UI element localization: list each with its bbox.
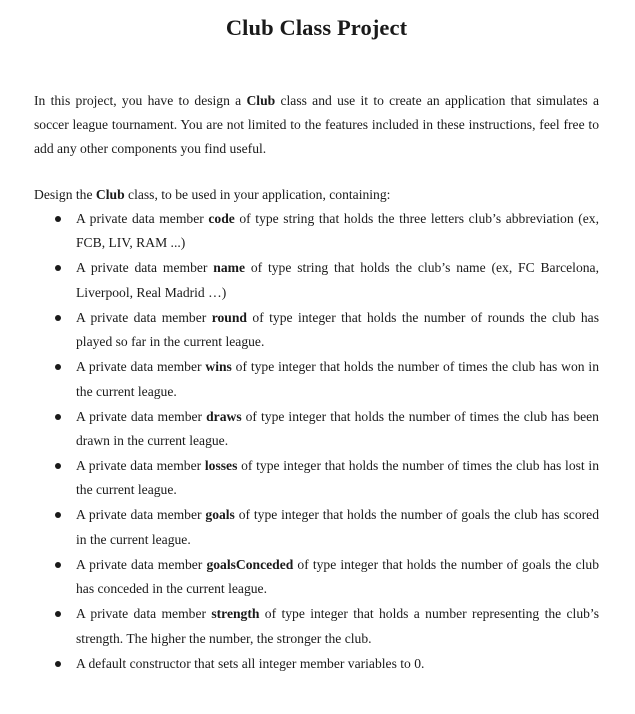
member-text-pre: A private data member [76, 507, 206, 523]
bullet-icon [55, 512, 61, 518]
bullet-icon [55, 315, 61, 321]
page-title: Club Class Project [225, 15, 408, 40]
member-name: goals [205, 507, 235, 523]
member-text-pre: A private data member [76, 606, 212, 622]
bullet-icon [55, 562, 61, 568]
list-item [34, 256, 599, 305]
member-text-pre: A private data member [76, 458, 205, 474]
member-text-pre: A private data member [76, 359, 206, 375]
member-text-pre: A private data member [76, 556, 207, 572]
design-text-end: class, to be used in your application, containing: [124, 187, 391, 202]
design-intro-paragraph [34, 183, 599, 207]
bullet-icon [55, 463, 61, 469]
member-text-post: of type integer that holds the number of rounds the club has played so far in the current league. [76, 309, 599, 350]
member-text-pre: A private data member [76, 211, 209, 226]
intro-text-end: class and use it to create an application that simulates a soccer league tournament. You are not limited to the features included in these instructions, feel free to add any other components you find useful. [34, 93, 599, 156]
member-list [34, 207, 599, 676]
list-item [34, 553, 599, 602]
member-text-post: of type integer that holds the number of goals the club has conceded in the current league. [76, 556, 599, 597]
bullet-icon [55, 364, 61, 370]
member-name: draws [206, 408, 242, 424]
member-text-post: of type integer that holds the number of times the club has been drawn in the current league. [76, 408, 599, 449]
member-name: name [213, 260, 245, 276]
member-name: goalsConceded [206, 556, 294, 572]
intro-text-start: In this project, you have to design a [34, 93, 247, 108]
member-name: round [211, 309, 247, 325]
list-item [34, 652, 599, 676]
list-item [34, 355, 599, 404]
list-item [34, 602, 599, 651]
bullet-icon [55, 265, 61, 271]
list-item [34, 207, 599, 256]
list-item [34, 405, 599, 454]
design-text-start: Design the [34, 187, 96, 202]
member-text-post: of type integer that holds a number representing the club’s strength. The higher the number, the stronger the club. [76, 606, 599, 646]
member-text-post: of type string that holds the three letters club’s abbreviation (ex, FCB, LIV, RAM ...) [76, 211, 599, 251]
member-text-pre: A default constructor that sets all integer member variables to 0. [76, 655, 425, 671]
member-name: wins [205, 359, 232, 375]
bullet-icon [55, 414, 61, 420]
member-text-post: of type string that holds the club’s name (ex, FC Barcelona, Liverpool, Real Madrid …) [76, 260, 599, 300]
list-item [34, 454, 599, 503]
bullet-icon [55, 661, 61, 667]
list-item [34, 306, 599, 355]
member-text-post: of type integer that holds the number of goals the club has scored in the current league. [76, 507, 599, 547]
document-page [0, 14, 635, 714]
member-name: code [208, 211, 235, 226]
bullet-icon [55, 216, 61, 222]
intro-paragraph [34, 89, 599, 161]
member-text-post: of type integer that holds the number of times the club has lost in the current league. [76, 458, 599, 498]
member-text-pre: A private data member [76, 309, 212, 325]
intro-club-keyword: Club [246, 93, 276, 108]
member-text-pre: A private data member [76, 408, 207, 424]
member-name: losses [204, 458, 238, 474]
bullet-icon [55, 611, 61, 617]
member-text-post: of type integer that holds the number of times the club has won in the current league. [76, 359, 599, 399]
list-item [34, 503, 599, 552]
member-text-pre: A private data member [76, 260, 214, 276]
design-club-keyword: Club [95, 187, 125, 202]
member-name: strength [211, 606, 260, 622]
